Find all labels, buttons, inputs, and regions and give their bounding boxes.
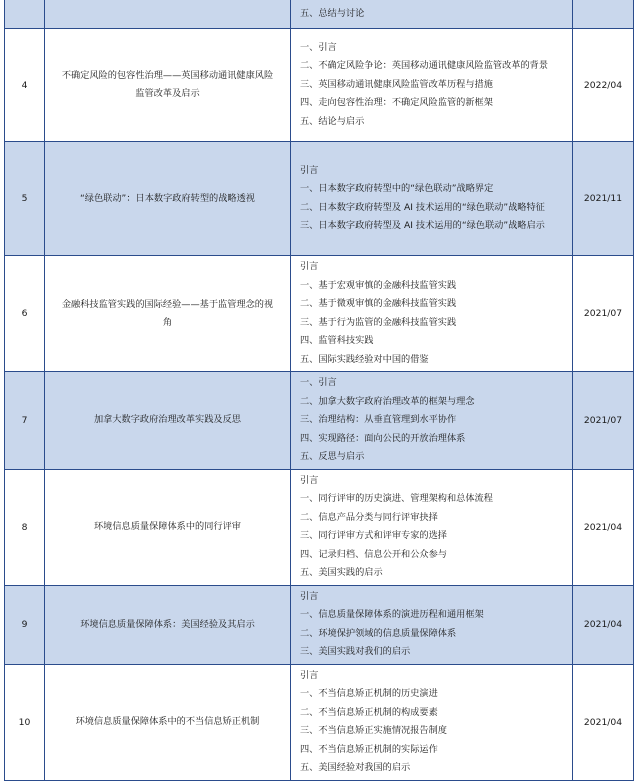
outline-item: 一、基于宏观审慎的金融科技监管实践: [300, 279, 457, 291]
outline-item: 四、监管科技实践: [300, 335, 374, 346]
outline-item: 二、不确定风险争论：英国移动通讯健康风险监管改革的背景: [300, 60, 549, 72]
outline-item: 二、基于微观审慎的金融科技监管实践: [300, 298, 457, 309]
outline-item: 五、总结与讨论: [300, 7, 365, 19]
row-number: [5, 0, 45, 29]
outline-item: 五、国际实践经验对中国的借鉴: [300, 353, 429, 365]
outline-item: 四、不当信息矫正机制的实际运作: [300, 743, 438, 755]
outline-item: 三、治理结构：从垂直管理到水平协作: [300, 414, 457, 425]
outline-item: 一、引言: [300, 41, 337, 53]
outline-item: 四、走向包容性治理：不确定风险监管的新框架: [300, 97, 493, 109]
article-title: 环境信息质量保障体系：美国经验及其启示: [45, 585, 291, 664]
table-row: [5, 372, 634, 470]
outline-item: 三、日本数字政府转型及 AI 技术运用的“绿色联动”战略启示: [300, 220, 545, 231]
article-title: 加拿大数字政府治理改革实践及反思: [45, 372, 291, 470]
row-number: 8: [5, 469, 45, 585]
publish-date: 2021/07: [573, 256, 634, 372]
article-outline: [291, 469, 573, 585]
outline-item: 四、实现路径：面向公民的开放治理体系: [300, 432, 466, 444]
outline-item: 三、同行评审方式和评审专家的选择: [300, 530, 447, 541]
table-row: [5, 469, 634, 585]
outline-item: 四、记录归档、信息公开和公众参与: [300, 548, 447, 560]
outline-item: 一、日本数字政府转型中的“绿色联动”战略界定: [300, 183, 494, 194]
article-outline: [291, 0, 573, 29]
outline-item: 三、基于行为监管的金融科技监管实践: [300, 316, 457, 328]
row-number: 5: [5, 142, 45, 256]
outline-item: 五、美国经验对我国的启示: [300, 762, 411, 773]
outline-item: 五、结论与启示: [300, 115, 365, 127]
publish-date: 2021/11: [573, 142, 634, 256]
publish-date: 2021/07: [573, 372, 634, 470]
row-number: 4: [5, 29, 45, 142]
outline-item: 三、不当信息矫正实施情况报告制度: [300, 725, 447, 736]
outline-item: 一、引言: [300, 377, 337, 388]
outline-item: 二、日本数字政府转型及 AI 技术运用的“绿色联动”战略特征: [300, 201, 545, 213]
publish-date: 2022/04: [573, 29, 634, 142]
outline-item: 五、反思与启示: [300, 451, 365, 462]
row-number: 9: [5, 585, 45, 664]
table-body: [5, 0, 634, 780]
publish-date: [573, 0, 634, 29]
table-row: [5, 585, 634, 664]
table-row: [5, 0, 634, 29]
outline-item: 引言: [300, 474, 319, 486]
article-outline: [291, 664, 573, 780]
outline-item: 一、信息质量保障体系的演进历程和通用框架: [300, 609, 484, 620]
article-outline: [291, 142, 573, 256]
row-number: 10: [5, 664, 45, 780]
outline-item: 引言: [300, 261, 319, 272]
table-row: [5, 664, 634, 780]
publish-date: 2021/04: [573, 585, 634, 664]
outline-item: 三、英国移动通讯健康风险监管改革历程与措施: [300, 78, 493, 90]
outline-item: 三、美国实践对我们的启示: [300, 646, 411, 657]
article-title: “绿色联动”：日本数字政府转型的战略透视: [45, 142, 291, 256]
row-number: 7: [5, 372, 45, 470]
outline-item: 一、不当信息矫正机制的历史演进: [300, 688, 438, 699]
article-table: [4, 0, 634, 781]
table-row: [5, 29, 634, 142]
outline-item: 二、不当信息矫正机制的构成要素: [300, 706, 438, 718]
outline-item: 二、环境保护领域的信息质量保障体系: [300, 627, 457, 639]
article-title: 不确定风险的包容性治理——英国移动通讯健康风险监管改革及启示: [45, 29, 291, 142]
outline-item: 一、同行评审的历史演进、管理架构和总体流程: [300, 493, 493, 504]
publish-date: 2021/04: [573, 664, 634, 780]
outline-item: 五、美国实践的启示: [300, 567, 383, 578]
article-outline: [291, 372, 573, 470]
outline-item: 引言: [300, 590, 319, 602]
publish-date: 2021/04: [573, 469, 634, 585]
outline-item: 引言: [300, 164, 319, 176]
article-title: 环境信息质量保障体系中的不当信息矫正机制: [45, 664, 291, 780]
article-title: 环境信息质量保障体系中的同行评审: [45, 469, 291, 585]
article-title: 金融科技监管实践的国际经验——基于监管理念的视角: [45, 256, 291, 372]
row-number: 6: [5, 256, 45, 372]
article-title: [45, 0, 291, 29]
outline-item: 二、信息产品分类与同行评审抉择: [300, 511, 438, 523]
outline-item: 二、加拿大数字政府治理改革的框架与理念: [300, 395, 475, 407]
article-outline: [291, 585, 573, 664]
article-outline: [291, 29, 573, 142]
article-outline: [291, 256, 573, 372]
outline-item: 引言: [300, 669, 319, 681]
table-row: [5, 142, 634, 256]
table-row: [5, 256, 634, 372]
